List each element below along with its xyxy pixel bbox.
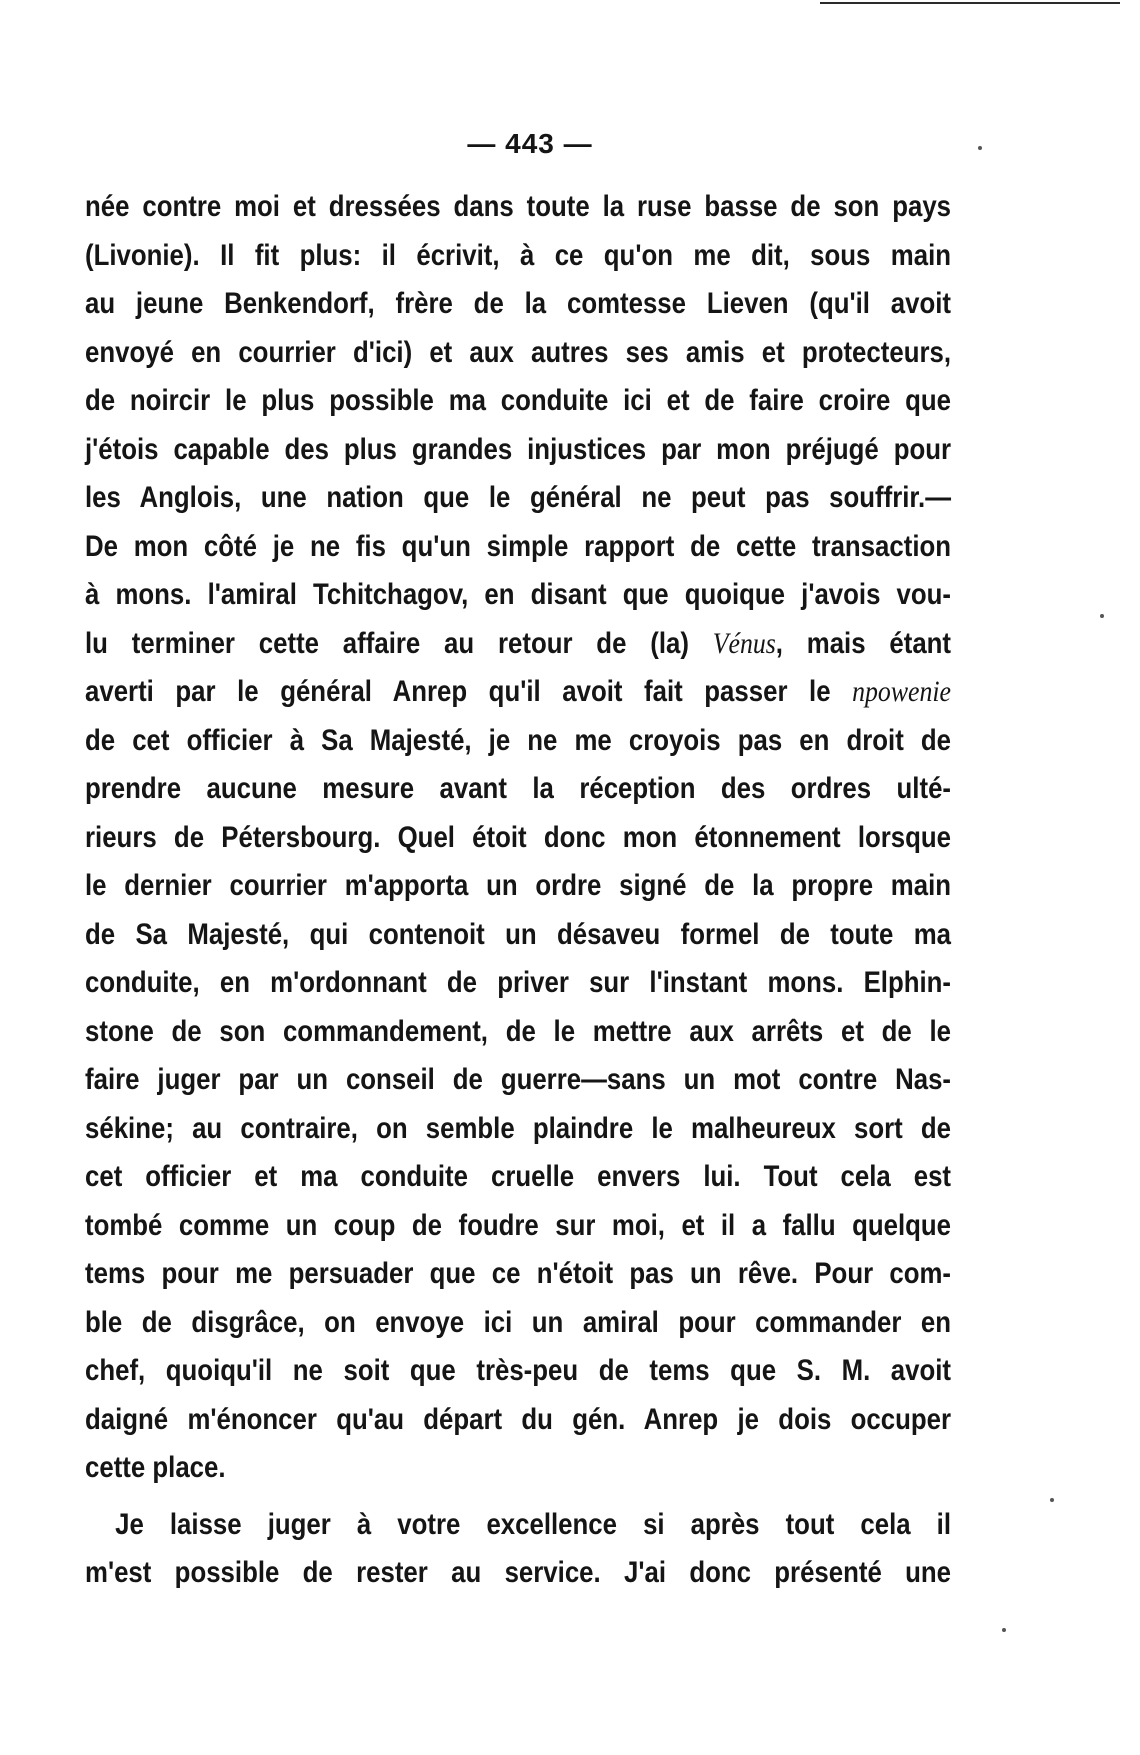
text-line-5: de noircir le plus possible ma conduite ici et de faire croire que: [85, 384, 952, 417]
text-line-11-start: averti par le général Anrep qu'il avoit fait passer le: [85, 675, 853, 708]
text-line-8: De mon côté je ne fis qu'un simple rapport de cette transaction: [85, 529, 952, 563]
text-line-13: prendre aucune mesure avant la réception des ordres ulté-: [85, 772, 952, 805]
text-line-20: sékine; au contraire, on semble plaindre le malheureux sort de: [85, 1111, 952, 1145]
italic-word-venus: Vénus: [712, 626, 776, 660]
text-line-29: m'est possible de rester au service. J'ai donc présenté une: [85, 1556, 952, 1589]
text-line-14: rieurs de Pétersbourg. Quel étoit donc mon étonnement lorsque: [85, 820, 952, 854]
text-line-26: daigné m'énoncer qu'au départ du gén. Anrep je dois occuper: [85, 1402, 952, 1436]
text-line-2: (Livonie). Il fit plus: il écrivit, à ce qu'on me dit, sous main: [85, 238, 952, 272]
text-line-21: cet officier et ma conduite cruelle envers lui. Tout cela est: [85, 1160, 952, 1193]
text-line-4: envoyé en courrier d'ici) et aux autres ses amis et protecteurs,: [85, 335, 952, 369]
italic-word-russian: npowenie: [852, 675, 952, 708]
text-line-22: tombé comme un coup de foudre sur moi, et il a fallu quelque: [85, 1208, 952, 1242]
paper-speck: [978, 146, 982, 150]
text-line-11: [85, 668, 951, 717]
body-text: [85, 183, 951, 1598]
text-line-23: tems pour me persuader que ce n'étoit pas un rêve. Pour com-: [85, 1257, 952, 1290]
text-line-6: j'étois capable des plus grandes injustices par mon préjugé pour: [85, 432, 952, 466]
text-line-10-start: lu terminer cette affaire au retour de (la): [85, 626, 713, 660]
paper-speck: [1050, 1498, 1054, 1502]
text-line-10: [85, 620, 951, 669]
text-line-27: cette place.: [85, 1451, 226, 1484]
top-edge-rule: [820, 2, 1120, 4]
text-line-12: de cet officier à Sa Majesté, je ne me croyois pas en droit de: [85, 723, 952, 757]
text-line-17: conduite, en m'ordonnant de priver sur l'instant mons. Elphin-: [85, 966, 952, 999]
text-line-19: faire juger par un conseil de guerre—sans un mot contre Nas-: [85, 1063, 952, 1096]
text-line-25: chef, quoiqu'il ne soit que très-peu de tems que S. M. avoit: [85, 1354, 952, 1387]
text-line-9: à mons. l'amiral Tchitchagov, en disant que quoique j'avois vou-: [85, 578, 952, 611]
text-line-15: le dernier courrier m'apporta un ordre signé de la propre main: [85, 869, 952, 902]
text-line-16: de Sa Majesté, qui contenoit un désaveu formel de toute ma: [85, 917, 952, 951]
paper-speck: [1100, 614, 1104, 618]
text-line-1: née contre moi et dressées dans toute la ruse basse de son pays: [85, 190, 952, 223]
page-number: — 443 —: [467, 128, 593, 159]
text-line-28: Je laisse juger à votre excellence si après tout cela il: [115, 1507, 952, 1541]
paper-speck: [1002, 1628, 1006, 1632]
text-line-3: au jeune Benkendorf, frère de la comtesse Lieven (qu'il avoit: [85, 287, 952, 320]
text-line-10-end: , mais étant: [775, 626, 952, 660]
text-line-18: stone de son commandement, de le mettre aux arrêts et de le: [85, 1014, 952, 1048]
text-line-7: les Anglois, une nation que le général ne peut pas souffrir.—: [85, 481, 952, 514]
text-line-24: ble de disgrâce, on envoye ici un amiral pour commander en: [85, 1305, 952, 1339]
